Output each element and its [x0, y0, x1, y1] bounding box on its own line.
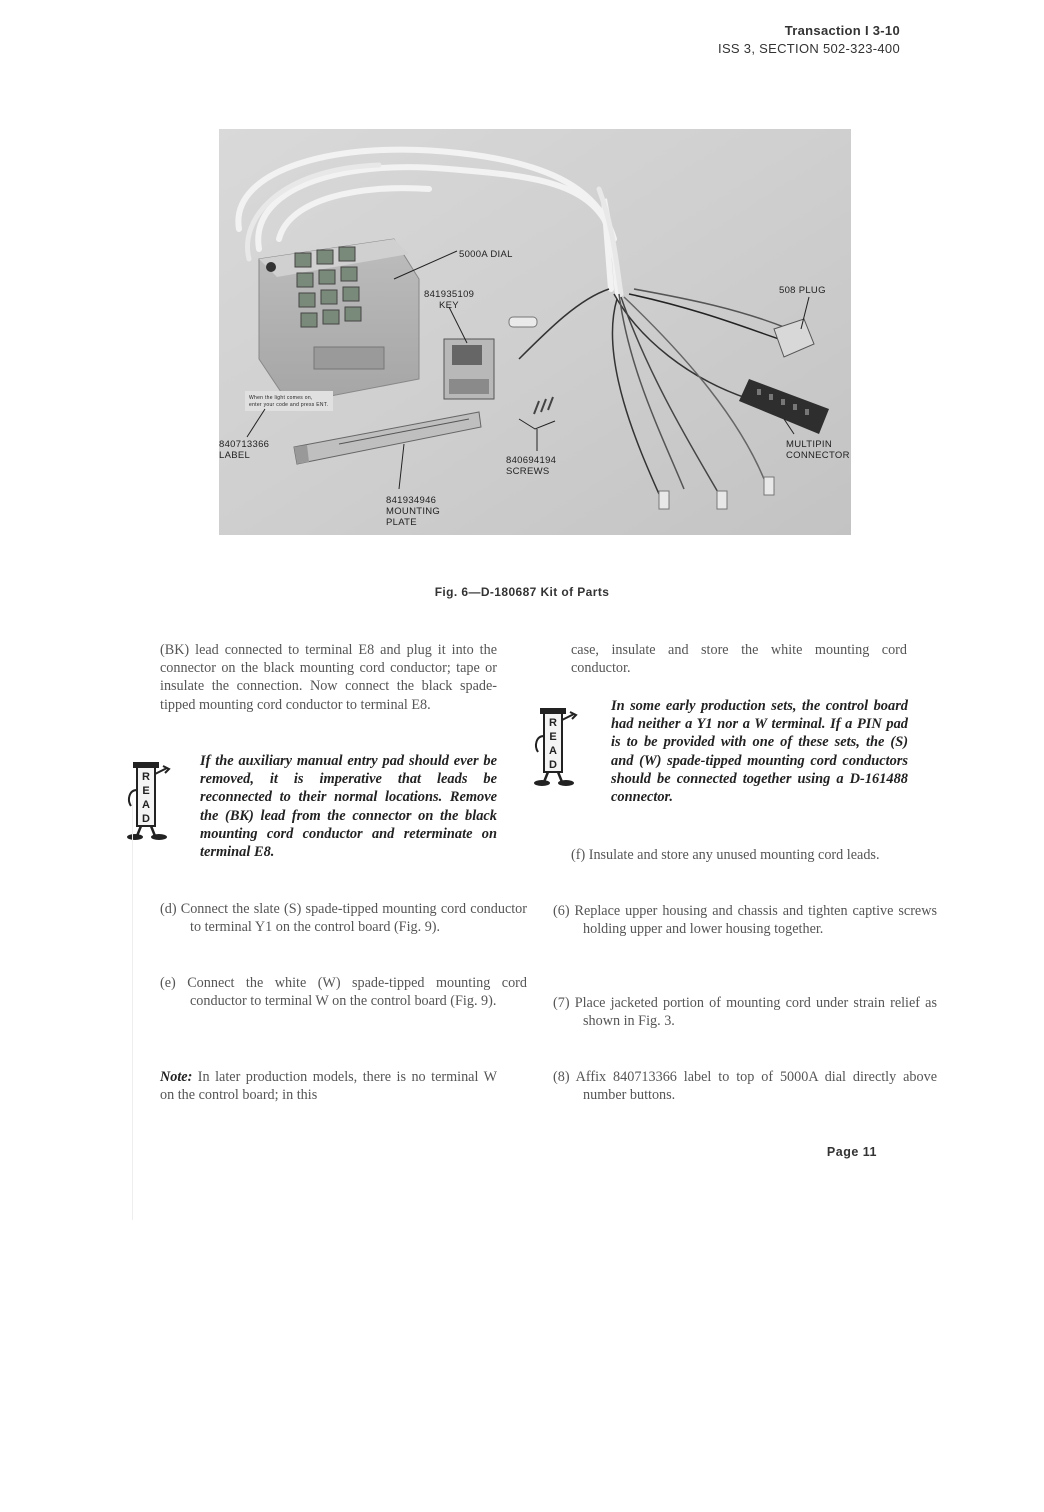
read-icon-right	[530, 706, 588, 786]
key-drawing	[444, 339, 494, 399]
read-letter-a: A	[549, 745, 557, 757]
right-warning-text: In some early production sets, the control board had neither a Y1 nor a W terminal. If a PIN pad is to be provided with one of these sets, the (S) and (W) spade-tipped mounting cord conductors should be connected together using a D-161488 connector.	[611, 698, 908, 806]
note-text: In later production models, there is no terminal W on the control board; in this	[160, 1069, 498, 1104]
left-intro-paragraph	[160, 641, 497, 714]
scan-margin-line	[132, 800, 133, 1220]
item-6-text: (6) Replace upper housing and chassis and tighten captive screws holding upper and lower housing together.	[553, 903, 937, 938]
figure-caption: Fig. 6—D-180687 Kit of Parts	[434, 585, 610, 599]
item-d-text: (d) Connect the slate (S) spade-tipped mounting cord conductor to terminal Y1 on the control board (Fig. 9).	[160, 901, 527, 936]
label-connector: CONNECTOR	[786, 450, 850, 461]
label-screws-number: 840694194	[506, 455, 557, 466]
item-7-text: (7) Place jacketed portion of mounting cord under strain relief as shown in Fig. 3.	[553, 995, 937, 1030]
label-key: KEY	[439, 300, 459, 311]
note-label: Note:	[160, 1069, 193, 1085]
label-mounting: MOUNTING	[386, 506, 441, 517]
label-508-plug: 508 PLUG	[779, 285, 826, 296]
read-letter-d: D	[549, 759, 557, 771]
kit-of-parts-photo	[219, 129, 851, 535]
right-item-7	[553, 994, 937, 1030]
right-item-8	[553, 1068, 937, 1104]
label-plate-number: 841934946	[386, 495, 437, 506]
page-header	[718, 22, 900, 58]
left-warning-block	[200, 752, 497, 861]
left-item-d	[160, 900, 527, 936]
label-label-number: 840713366	[219, 439, 270, 450]
label-plate: PLATE	[386, 517, 417, 528]
label-key-number: 841935109	[424, 289, 475, 300]
right-warning-block	[611, 697, 908, 806]
label-screws: SCREWS	[506, 466, 550, 477]
header-transaction: Transaction I 3-10	[784, 23, 900, 38]
right-item-f	[571, 846, 937, 864]
read-letter-a: A	[142, 799, 150, 811]
read-letter-r: R	[142, 771, 150, 783]
item-e-text: (e) Connect the white (W) spade-tipped mounting cord conductor to terminal W on the control board (Fig. 9).	[160, 975, 527, 1010]
right-intro-text: case, insulate and store the white mounting cord conductor.	[571, 642, 907, 677]
left-warning-text: If the auxiliary manual entry pad should ever be removed, it is imperative that leads be reconnected to their normal locations. Remove the (BK) lead from the connector on the black mounting cord conductor and reterminate on terminal E8.	[200, 753, 497, 861]
right-intro-paragraph	[553, 641, 907, 677]
page-number: Page 11	[826, 1145, 877, 1159]
item-8-text: (8) Affix 840713366 label to top of 5000A dial directly above number buttons.	[553, 1069, 937, 1104]
item-f-text: (f) Insulate and store any unused mounting cord leads.	[571, 847, 880, 863]
read-letter-e: E	[549, 731, 557, 743]
read-letter-d: D	[142, 813, 150, 825]
left-intro-text: (BK) lead connected to terminal E8 and plug it into the connector on the black mounting cord conductor; tape or insulate the connection. Now connect the black spade-tipped mounting cord conductor to terminal E8.	[160, 642, 497, 713]
sticker-text-2: enter your code and press ENT.	[249, 402, 329, 408]
left-note	[160, 1068, 497, 1104]
sticker-text-1: When the light comes on,	[249, 395, 313, 401]
label-5000a-dial: 5000A DIAL	[459, 249, 513, 260]
label-label: LABEL	[219, 450, 251, 461]
keypad-dial-drawing	[259, 239, 419, 404]
read-letter-r: R	[549, 717, 557, 729]
header-section: ISS 3, SECTION 502-323-400	[718, 41, 900, 56]
label-multipin: MULTIPIN	[786, 439, 833, 450]
label-sticker-drawing	[245, 391, 333, 411]
read-letter-e: E	[142, 785, 150, 797]
right-item-6	[553, 902, 937, 938]
left-item-e	[160, 974, 527, 1010]
